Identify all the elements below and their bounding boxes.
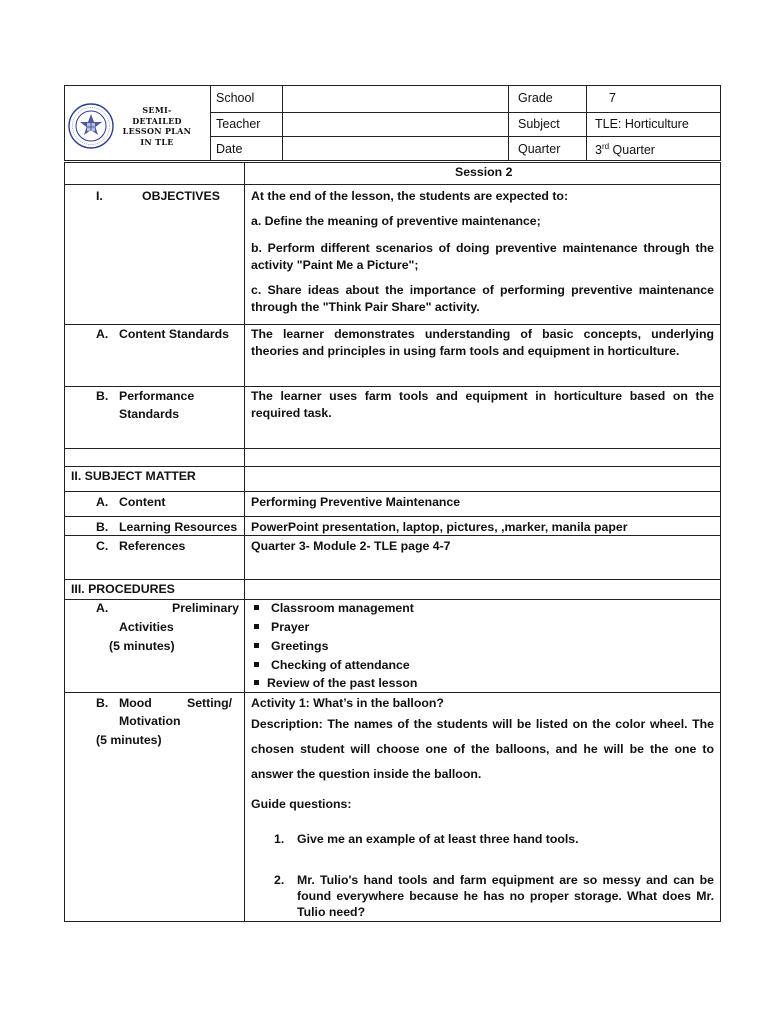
- school-value[interactable]: [283, 86, 509, 112]
- performance-standards-label: Performance: [119, 389, 195, 403]
- preliminary-num: A.: [96, 601, 109, 615]
- deped-seal-icon: [68, 103, 114, 149]
- row-divider: [65, 516, 720, 517]
- bullet-square-icon: [254, 680, 259, 685]
- bullet-item: [254, 675, 417, 691]
- subject-row-label: Learning Resources: [119, 520, 238, 534]
- bullet-square-icon: [254, 643, 259, 648]
- objectives-label: OBJECTIVES: [142, 189, 220, 203]
- lesson-table: [64, 162, 721, 922]
- motivation-label-word: Setting/: [187, 696, 233, 710]
- motivation-num: B.: [96, 696, 109, 710]
- procedures-heading: III. PROCEDURES: [71, 582, 175, 596]
- motivation-label: Motivation: [119, 714, 181, 728]
- header-row-date: [210, 137, 720, 160]
- grade-label: Grade: [509, 86, 587, 112]
- subject-row-num: C.: [96, 539, 109, 553]
- motivation-label-word: Mood: [119, 696, 152, 710]
- question-num: 1.: [274, 832, 285, 846]
- bullet-item: [254, 619, 309, 635]
- row-divider: [65, 184, 720, 185]
- motivation-time: (5 minutes): [96, 733, 162, 747]
- content-standards-label: Content Standards: [119, 327, 229, 341]
- objectives-num: I.: [96, 189, 103, 203]
- subject-row-value: Quarter 3- Module 2- TLE page 4-7: [251, 539, 451, 553]
- performance-standards-text: The learner uses farm tools and equipment in horticulture based on the required task.: [251, 389, 714, 420]
- quarter-label: Quarter: [509, 137, 587, 160]
- subject-value: TLE: Horticulture: [595, 117, 689, 131]
- lesson-plan-title: [117, 105, 197, 147]
- date-value[interactable]: [283, 137, 509, 160]
- grade-value: 7: [609, 91, 616, 105]
- bullet-text: Greetings: [271, 639, 329, 653]
- row-divider: [65, 692, 720, 693]
- title-line: SEMI-: [142, 105, 172, 115]
- teacher-label: Teacher: [210, 112, 283, 136]
- subject-row-label: Content: [119, 495, 166, 509]
- performance-standards-label: Standards: [119, 407, 180, 421]
- bullet-text: Prayer: [271, 620, 310, 634]
- row-divider: [65, 324, 720, 325]
- row-divider: [65, 386, 720, 387]
- objective-item: c. Share ideas about the importance of performing preventive maintenance through the "Think Pair Share" activity.: [251, 283, 714, 314]
- subject-row-num: A.: [96, 495, 109, 509]
- header-row-school: [210, 86, 720, 113]
- header-table: [64, 85, 721, 161]
- quarter-value: [587, 137, 720, 160]
- question-text: Mr. Tulio's hand tools and farm equipment are so messy and can be found everywhere because he has no proper storage. What does Mr. Tulio need?: [297, 873, 714, 919]
- teacher-value[interactable]: [283, 112, 509, 136]
- quarter-number: 3: [595, 143, 602, 158]
- preliminary-label: Activities: [119, 620, 174, 634]
- objectives-intro: At the end of the lesson, the students are expected to:: [251, 189, 569, 203]
- row-divider: [65, 448, 720, 449]
- objective-item: b. Perform different scenarios of doing preventive maintenance through the activity "Paint Me a Picture";: [251, 241, 714, 272]
- quarter-word: Quarter: [609, 143, 655, 158]
- bullet-text: Classroom management: [271, 601, 414, 615]
- question-num: 2.: [274, 873, 285, 887]
- performance-standards-num: B.: [96, 389, 109, 403]
- subject-row-label: References: [119, 539, 186, 553]
- bullet-square-icon: [254, 605, 259, 610]
- row-divider: [65, 579, 720, 580]
- row-divider: [65, 535, 720, 536]
- bullet-text: Checking of attendance: [271, 658, 410, 672]
- session-label: Session 2: [455, 165, 513, 179]
- subject-row-value: PowerPoint presentation, laptop, pictures, ,marker, manila paper: [251, 520, 628, 534]
- preliminary-time: (5 minutes): [109, 639, 175, 653]
- row-divider: [65, 466, 720, 467]
- bullet-item: [254, 600, 414, 616]
- bullet-text: Review of the past lesson: [267, 676, 418, 690]
- header-row-teacher: [210, 112, 720, 137]
- bullet-square-icon: [254, 624, 259, 629]
- bullet-item: [254, 638, 328, 654]
- content-standards-text: The learner demonstrates understanding of basic concepts, underlying theories and principles in using farm tools and equipment in horticulture.: [251, 327, 714, 358]
- guide-questions-label: Guide questions:: [251, 797, 352, 811]
- objective-item: a. Define the meaning of preventive maintenance;: [251, 214, 541, 228]
- activity-title: Activity 1: What’s in the balloon?: [251, 696, 444, 710]
- title-line: LESSON PLAN: [122, 126, 192, 136]
- description-text: The names of the students will be listed on the color wheel. The chosen student will choose one of the balloons, and he will be the one to answer the question inside the balloon.: [251, 717, 714, 781]
- title-line: IN TLE: [140, 136, 174, 147]
- subject-label: Subject: [509, 112, 587, 136]
- bullet-square-icon: [254, 662, 259, 667]
- logo-cell: [65, 86, 211, 160]
- bullet-item: [254, 657, 410, 673]
- subject-row-value: Performing Preventive Maintenance: [251, 495, 461, 509]
- quarter-suffix: rd: [601, 142, 610, 151]
- subject-row-num: B.: [96, 520, 109, 534]
- preliminary-label: Preliminary: [172, 601, 239, 615]
- activity-description: [251, 712, 714, 787]
- subject-matter-heading: II. SUBJECT MATTER: [71, 469, 196, 483]
- title-line: DETAILED: [132, 115, 182, 126]
- column-divider: [244, 163, 245, 921]
- description-label: Description:: [251, 717, 323, 731]
- row-divider: [65, 491, 720, 492]
- question-text: Give me an example of at least three hand tools.: [297, 832, 579, 846]
- date-label: Date: [210, 137, 283, 160]
- school-label: School: [210, 86, 283, 112]
- content-standards-num: A.: [96, 327, 109, 341]
